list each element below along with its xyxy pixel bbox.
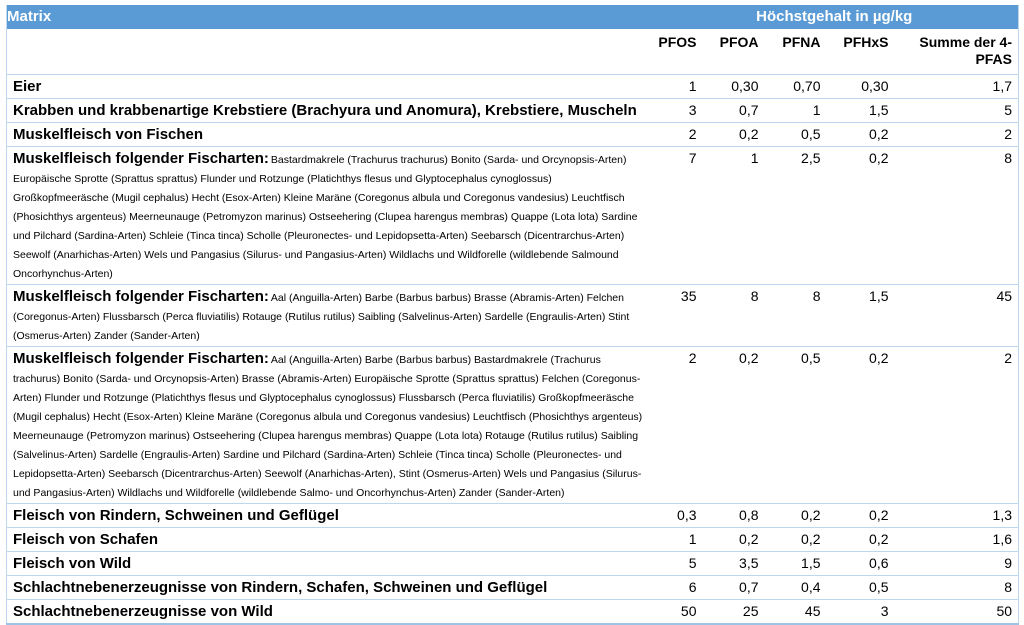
column-header-pfna: PFNA (769, 29, 831, 75)
matrix-cell (7, 504, 651, 528)
value-pfhxs: 3 (831, 600, 899, 625)
value-pfos: 2 (651, 347, 707, 504)
matrix-species-detail: Aal (Anguilla-Arten) Barbe (Barbus barbus) Brasse (Abramis-Arten) Felchen (Coregonus-Arten) Flussbarsch (Perca fluviatilis) Rotauge (Rutilus rutilus) Saibling (Salvelinus-Arten) Sardelle (Engraulis-Arten) Stint (Osmerus-Arten) Zander (Sander-Arten) (13, 292, 630, 342)
value-pfna: 1 (769, 99, 831, 123)
value-pfoa: 0,8 (707, 504, 769, 528)
value-pfna: 0,2 (769, 504, 831, 528)
value-pfhxs: 0,2 (831, 147, 899, 285)
table-row (7, 347, 1019, 504)
value-pfna: 8 (769, 285, 831, 347)
table-row (7, 600, 1019, 625)
matrix-cell (7, 600, 651, 625)
value-summe: 1,7 (899, 75, 1019, 99)
value-pfna: 0,2 (769, 528, 831, 552)
value-pfoa: 0,30 (707, 75, 769, 99)
value-summe: 8 (899, 147, 1019, 285)
column-header-summe: Summe der 4-PFAS (899, 29, 1019, 75)
value-summe: 2 (899, 347, 1019, 504)
matrix-label: Muskelfleisch folgender Fischarten: (13, 150, 269, 167)
matrix-species-detail: Bastardmakrele (Trachurus trachurus) Bonito (Sarda- und Orcynopsis-Arten) Europäische Sprotte (Sprattus sprattus) Flunder und Rotzunge (Platichthys flesus und Glyptocephalus cynoglossus) Großkopfmeeräsche (Mugil cephalus) Hecht (Esox-Arten) Kleine Maräne (Coregonus albula und Coregonus vandesius) Leuchtfisch (Phosichthys argenteus) Meerneunauge (Petromyzon marinus) Ostseehering (Clupea harengus membras) Quappe (Lota lota) Sardine und Pilchard (Sardina-Arten) Schleie (Tinca tinca) Scholle (Pleuronectes- und Lepidopsetta-Arten) Seebarsch (Dicentrarchus-Arten) Seewolf (Anarhichas-Arten) Wels und Pangasius (Silurus- und Pangasius-Arten) Wildlachs und Wildforelle (wildlebende Salmound Oncorhynchus-Arten) (13, 154, 638, 280)
matrix-label: Schlachtnebenerzeugnisse von Wild (13, 603, 273, 620)
value-pfna: 0,5 (769, 347, 831, 504)
value-summe: 8 (899, 576, 1019, 600)
value-summe: 50 (899, 600, 1019, 625)
value-pfoa: 3,5 (707, 552, 769, 576)
substance-header-row (7, 29, 1019, 75)
unit-header: Höchstgehalt in µg/kg (651, 5, 1019, 29)
value-pfos: 0,3 (651, 504, 707, 528)
value-pfoa: 8 (707, 285, 769, 347)
value-pfna: 2,5 (769, 147, 831, 285)
value-pfhxs: 0,30 (831, 75, 899, 99)
value-pfos: 1 (651, 75, 707, 99)
table-row (7, 504, 1019, 528)
matrix-label: Fleisch von Rindern, Schweinen und Geflügel (13, 507, 339, 524)
matrix-label: Fleisch von Wild (13, 555, 132, 572)
matrix-label: Muskelfleisch folgender Fischarten: (13, 288, 269, 305)
value-summe: 5 (899, 99, 1019, 123)
matrix-label: Muskelfleisch folgender Fischarten: (13, 350, 269, 367)
matrix-cell (7, 576, 651, 600)
matrix-cell (7, 552, 651, 576)
matrix-cell (7, 75, 651, 99)
value-pfna: 45 (769, 600, 831, 625)
table-row (7, 75, 1019, 99)
table-row (7, 528, 1019, 552)
matrix-label: Schlachtnebenerzeugnisse von Rindern, Schafen, Schweinen und Geflügel (13, 579, 548, 596)
value-pfhxs: 0,5 (831, 576, 899, 600)
table-row (7, 576, 1019, 600)
column-header-pfhxs: PFHxS (831, 29, 899, 75)
value-pfoa: 25 (707, 600, 769, 625)
value-pfos: 7 (651, 147, 707, 285)
matrix-column-header: Matrix (7, 5, 651, 29)
value-pfhxs: 0,2 (831, 123, 899, 147)
table-row (7, 552, 1019, 576)
matrix-cell (7, 285, 651, 347)
value-pfos: 3 (651, 99, 707, 123)
value-pfos: 5 (651, 552, 707, 576)
table-row (7, 285, 1019, 347)
matrix-cell (7, 528, 651, 552)
value-pfhxs: 1,5 (831, 285, 899, 347)
value-pfoa: 0,7 (707, 576, 769, 600)
matrix-label: Fleisch von Schafen (13, 531, 159, 548)
value-pfoa: 1 (707, 147, 769, 285)
matrix-cell (7, 347, 651, 504)
table-row (7, 99, 1019, 123)
value-summe: 2 (899, 123, 1019, 147)
value-summe: 9 (899, 552, 1019, 576)
column-header-pfoa: PFOA (707, 29, 769, 75)
matrix-label: Krabben und krabbenartige Krebstiere (Brachyura und Anomura), Krebstiere, Muscheln (13, 102, 637, 119)
value-summe: 45 (899, 285, 1019, 347)
matrix-label: Eier (13, 78, 42, 95)
value-pfos: 2 (651, 123, 707, 147)
value-summe: 1,6 (899, 528, 1019, 552)
matrix-cell (7, 123, 651, 147)
value-pfoa: 0,2 (707, 347, 769, 504)
value-pfna: 0,70 (769, 75, 831, 99)
value-pfhxs: 0,6 (831, 552, 899, 576)
value-pfna: 0,5 (769, 123, 831, 147)
matrix-species-detail: Aal (Anguilla-Arten) Barbe (Barbus barbus) Bastardmakrele (Trachurus trachurus) Bonito (Sarda- und Orcynopsis-Arten) Brasse (Abramis-Arten) Europäische Sprotte (Sprattus sprattus) Felchen (Coregonus-Arten) Flunder und Rotzunge (Platichthys flesus und Glyptocephalus cynoglossus) Flussbarsch (Perca fluviatilis) Großkopfmeeräsche (Mugil cephalus) Hecht (Esox-Arten) Kleine Maräne (Coregonus albula und Coregonus vandesius) Leuchtfisch (Phosichthys argenteus) Meerneunauge (Petromyzon marinus) Ostseehering (Clupea harengus membras) Quappe (Lota lota) Rotauge (Rutilus rutilus) Saibling (Salvelinus-Arten) Sardelle (Engraulis-Arten) Sardine und Pilchard (Sardina-Arten) Schleie (Tinca tinca) Scholle (Pleuronectes- und Lepidopsetta-Arten) Seebarsch (Dicentrarchus-Arten) Seewolf (Anarhichas-Arten), Stint (Osmerus-Arten) Wels und Pangasius (Silurus- und Pangasius-Arten) Wildlachs und Wildforelle (wildlebende Salmo- und Oncorhynchus-Arten) Zander (Sander-Arten) (13, 354, 643, 499)
column-header-pfos: PFOS (651, 29, 707, 75)
value-pfos: 50 (651, 600, 707, 625)
value-pfoa: 0,2 (707, 528, 769, 552)
value-pfos: 35 (651, 285, 707, 347)
value-pfos: 6 (651, 576, 707, 600)
value-pfoa: 0,7 (707, 99, 769, 123)
table-row (7, 123, 1019, 147)
value-pfhxs: 0,2 (831, 504, 899, 528)
value-pfhxs: 1,5 (831, 99, 899, 123)
matrix-label: Muskelfleisch von Fischen (13, 126, 204, 143)
matrix-cell (7, 99, 651, 123)
value-pfoa: 0,2 (707, 123, 769, 147)
table-row (7, 147, 1019, 285)
value-pfna: 1,5 (769, 552, 831, 576)
value-pfhxs: 0,2 (831, 528, 899, 552)
table-header-band (7, 5, 1019, 29)
value-pfhxs: 0,2 (831, 347, 899, 504)
matrix-cell (7, 147, 651, 285)
pfas-limits-table (6, 5, 1019, 625)
value-summe: 1,3 (899, 504, 1019, 528)
blank-header-cell (7, 29, 651, 75)
value-pfos: 1 (651, 528, 707, 552)
value-pfna: 0,4 (769, 576, 831, 600)
